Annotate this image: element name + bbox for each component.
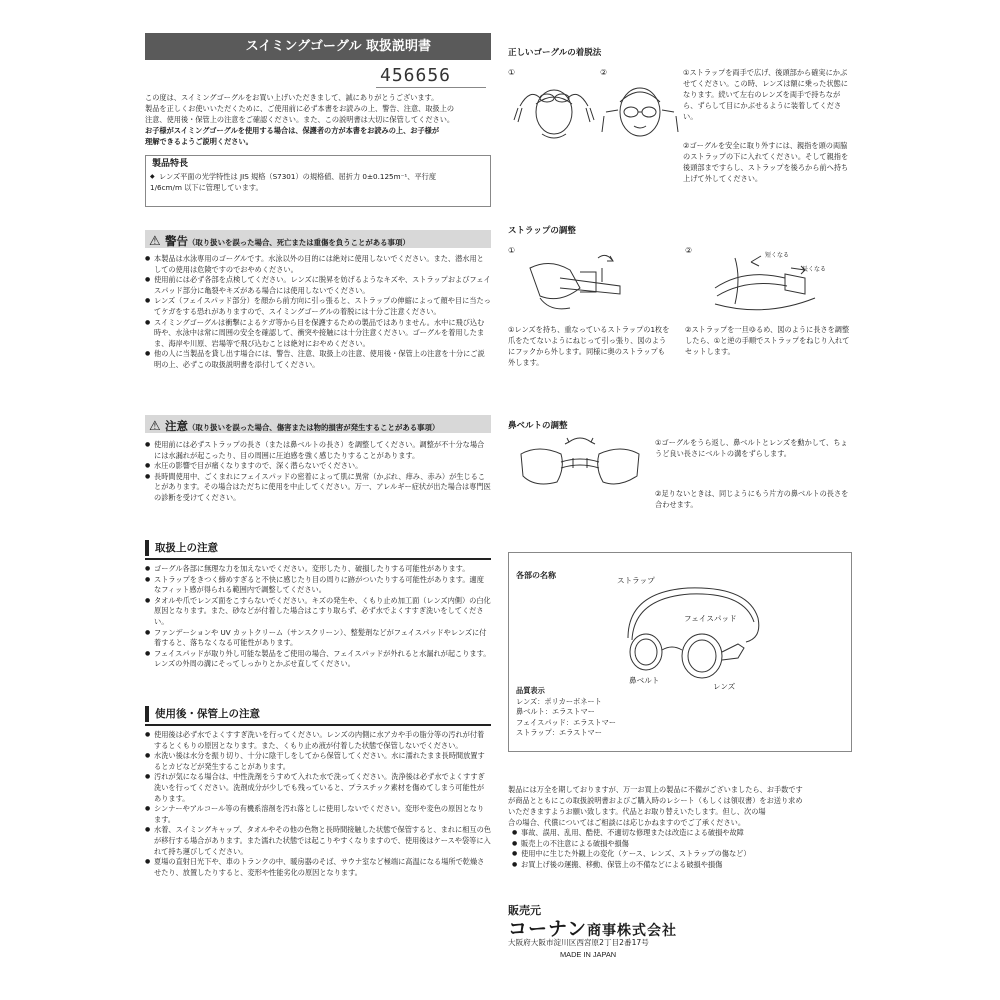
strap-label: ストラップ	[617, 576, 655, 585]
nose-step-1: ①ゴーグルをうら返し、鼻ベルトとレンズを動かして、ちょうど良い長さにベルトの溝をずらします。	[655, 438, 848, 458]
goggle-parts-illustration	[618, 578, 768, 690]
intro-text	[145, 92, 495, 147]
storage-list	[145, 730, 491, 878]
parts-heading: 各部の名称	[516, 571, 556, 580]
warranty-text	[508, 784, 858, 828]
warranty-line: 製品には万全を期しておりますが、万一お買上の製品に不備がございましたら、お手数です	[508, 785, 803, 794]
warning-item: ● スイミングゴーグルは衝撃によるケガ等から目を保護するための製品ではありません。水中に飛び込む時や、水泳中は常に周囲の安全を確認して、衝突や接触には十分注意ください。ゴーグルを着用したまま、海岸や川原、岩場等で飛び込むことは絶対におやめください。	[145, 318, 491, 350]
handling-item: ● タオルや爪でレンズ面をこすらないでください。キズの発生や、くもり止め加工面（レンズ内側）の白化原因となります。また、砂などが付着した場合はこすり取らず、必ず水でよくすすぎ洗いをしてください。	[145, 596, 491, 628]
warning-item: ● 他の人に当製品を貸し出す場合には、警告、注意、取扱上の注意、使用後・保管上の注意を十分にご説明の上、必ずこの取扱説明書を添付してください。	[145, 349, 491, 370]
strap-heading: ストラップの調整	[508, 226, 576, 236]
storage-item: ● 使用後は必ず水でよくすすぎ洗いを行ってください。レンズの内側に水アカや手の脂分等の汚れが付着するとくもりの原因となります。また、くもり止め液が付着した状態で保管しないでください。	[145, 730, 491, 751]
quality-item: ストラップ：エラストマー	[516, 728, 602, 737]
warranty-item: ● お買上げ後の運搬、移動、保管上の不備などによる破損や損傷	[512, 860, 852, 871]
warranty-line: が商品とともにこの取扱説明書およびご購入時のレシート（もしくは領収書）をお送り求め	[508, 796, 803, 805]
storage-item: ● 水着、スイミングキャップ、タオルやその他の色物と長時間接触した状態で保管すると、まれに相互の色が移行する場合があります。また濡れた状態では起こりやすくなりますので、使用後はケースや袋等に入れて持ち運びしてください。	[145, 825, 491, 857]
caution-item: ● 使用前には必ずストラップの長さ（または鼻ベルトの長さ）を調整してください。調整が不十分な場合には水漏れが起こったり、目の周囲に圧迫感を強く感じたりすることがあります。	[145, 440, 491, 461]
strap-mark-2: ②	[685, 246, 693, 255]
warning-item: ● レンズ（フェイスパッド部分）を顔から前方向に引っ張ると、ストラップの伸縮によって顔や目に当たってケガをする恐れがありますので、スイミングゴーグルの着脱には十分ご注意ください。	[145, 296, 491, 317]
strap-step-2: ②ストラップを一旦ゆるめ、図のように長さを調整したら、①と逆の手順でストラップをねじり入れてセットします。	[685, 325, 850, 356]
nose-step-2: ②足りないときは、同じようにもう片方の鼻ベルトの長さを合わせます。	[655, 489, 849, 509]
strap-step-1: ①レンズを持ち、重なっているストラップの1枚を爪をたてないようにねじって引っ張り、図のようにフックから外します。同様に奥のストラップも外します。	[508, 325, 670, 367]
intro-line: この度は、スイミングゴーグルをお買い上げいただきまして、誠にありがとうございます。	[145, 93, 439, 102]
intro-line: 製品を正しくお使いいただくために、ご使用前に必ず本書をお読みの上、警告、注意、取扱上の	[145, 104, 455, 113]
wearing-illustration-2	[600, 76, 680, 146]
storage-rule	[145, 724, 491, 726]
seller-address: 大阪府大阪市淀川区西宮原2丁目2番17号	[508, 938, 649, 947]
warranty-item: ● 使用中に生じた外観上の変化（ケース、レンズ、ストラップの傷など）	[512, 849, 852, 860]
wearing-mark-2: ②	[600, 68, 608, 77]
storage-item: ● 夏場の直射日光下や、車のトランクの中、暖房器のそば、サウナ室など極端に高温になる場所で乾燥させたり、放置したりすると、変形や性能劣化の原因となります。	[145, 857, 491, 878]
quality-item: 鼻ベルト：エラストマー	[516, 707, 595, 716]
storage-item: ● 水洗い後は水分を振り切り、十分に陰干しをしてから保管してください。水に濡れたまま長時間放置するとカビなどが発生することがあります。	[145, 751, 491, 772]
warning-heading	[145, 230, 491, 248]
warranty-line: いただきますようお願い致します。代品とお取り替えいたします。但し、次の場	[508, 807, 766, 816]
caution-item: ● 長時間使用中、ごくまれにフェイスパッドの密着によって肌に異常（かぶれ、痒み、赤み）が生じることがあります。その場合はただちに使用を中止してください。万一、アレルギー症状が出た場合は専門医の診断を受けてください。	[145, 472, 491, 504]
warning-title: 警告	[165, 234, 188, 248]
intro-line: 注意、使用後・保管上の注意をご確認ください。また、この説明書は大切に保管してください。	[145, 115, 455, 124]
feature-item: 1/6cm/m 以下に管理しています。	[150, 182, 263, 192]
quality-list	[516, 686, 616, 739]
seller-brand: コーナン	[508, 918, 588, 940]
quality-heading: 品質表示	[516, 686, 545, 695]
feature-item: ◆ レンズ平面の光学特性は JIS 規格（S7301）の規格値、屈折力 0±0.125m⁻¹、平行度	[150, 172, 486, 183]
handling-heading: 取扱上の注意	[145, 540, 485, 556]
warning-list	[145, 254, 491, 371]
warning-triangle-icon: ⚠	[149, 419, 161, 434]
caution-heading	[145, 415, 491, 433]
strap-illustration-1	[520, 248, 640, 318]
wearing-step-2: ②ゴーグルを安全に取り外すには、親指を頭の両脇のストラップの下に入れてください。そして親指を後頭部まですらし、ストラップを後ろから前へ持ち上げて外してください。	[683, 141, 849, 183]
features-heading: 製品特長	[152, 159, 189, 169]
quality-item: フェイスパッド：エラストマー	[516, 717, 616, 727]
handling-rule	[145, 558, 491, 560]
storage-heading: 使用後・保管上の注意	[145, 706, 485, 722]
warning-item: ● 使用前には必ず各部を点検してください。レンズに脱昇を妨げるようなキズや、ストラップおよびフェイスパッド部分に亀裂やキズがある場合には使用しないでください。	[145, 275, 491, 296]
nose-belt-illustration	[515, 428, 645, 498]
nose-heading: 鼻ベルトの調整	[508, 421, 568, 431]
storage-item: ● シンナーやアルコール等の有機系溶剤を汚れ落としに使用しないでください。変形や変色の原因となります。	[145, 804, 491, 825]
wearing-step-1: ①ストラップを両手で広げ、後頭部から確実にかぶせてください。この時、レンズは額に乗った状態になります。続いて左右のレンズを両手で持ちながら、ずらして目にかぶせるように装着してください。	[683, 68, 848, 121]
caution-list	[145, 440, 491, 504]
warranty-list	[512, 828, 852, 870]
handling-item: ● ストラップをきつく締めすぎると不快に感じたり目の周りに跡がついたりする可能性があります。適度なフィット感が得られる範囲内で調整してください。	[145, 575, 491, 596]
storage-item: ● 汚れが気になる場合は、中性洗剤をうすめて入れた水で洗ってください。洗浄後は必ず水でよくすすぎ洗いを行ってください。洗剤成分が少しでも残っていると、プラスチック素材を傷めてしまう可能性があります。	[145, 772, 491, 804]
wearing-illustration-1	[512, 76, 597, 146]
caution-item: ● 水圧の影響で目が痛くなりますので、深く潜らないでください。	[145, 461, 491, 472]
wearing-heading: 正しいゴーグルの着脱法	[508, 48, 602, 58]
doc-number-underline	[376, 87, 486, 88]
warning-subtitle: （取り扱いを誤った場合、死亡または重傷を負うことがある事項）	[188, 238, 410, 247]
wearing-mark-1: ①	[508, 68, 516, 77]
warranty-item: ● 販売上の不注意による破損や損傷	[512, 839, 852, 850]
handling-item: ● フェイスパッドが取り外し可能な製品をご使用の場合、フェイスパッドが外れると水漏れが起こります。レンズの外周の溝にそってしっかりとかぶせ直してください。	[145, 649, 491, 670]
lens-label: レンズ	[713, 682, 736, 691]
document-number: 456656	[380, 65, 452, 86]
quality-item: レンズ：ポリカーボネート	[516, 696, 602, 706]
strap-mark-1: ①	[508, 246, 516, 255]
warning-triangle-icon: ⚠	[149, 234, 161, 249]
seller-label: 販売元	[508, 904, 541, 917]
document-title: スイミングゴーグル 取扱説明書	[145, 33, 491, 60]
intro-bold-line: 理解できるようご説明ください。	[145, 137, 253, 146]
caution-title: 注意	[165, 419, 188, 433]
made-in-label: MADE IN JAPAN	[560, 950, 617, 959]
seller-company: 商事株式会社	[587, 923, 678, 939]
warning-item: ● 本製品は水泳専用のゴーグルです。水泳以外の目的には絶対に使用しないでください。また、潜水用としての使用は危険ですのでおやめください。	[145, 254, 491, 275]
handling-item: ● ファンデーションや UV カットクリーム（サンスクリーン）、整髪剤などがフェイスパッドやレンズに付着すると、落ちなくなる可能性があります。	[145, 628, 491, 649]
handling-list	[145, 564, 491, 670]
caution-subtitle: （取り扱いを誤った場合、傷害または物的損害が発生することがある事項）	[188, 423, 440, 432]
face-pad-label: フェイスパッド	[684, 614, 737, 623]
features-text	[150, 172, 486, 193]
shorter-label: 短くなる	[765, 252, 790, 259]
warranty-line: 合の場合、代償についてはご相談には応じかねますのでご了承ください。	[508, 818, 746, 827]
intro-bold-line: お子様がスイミングゴーグルを使用する場合は、保護者の方が本書をお読みの上、お子様が	[145, 126, 440, 135]
warranty-item: ● 事故、誤用、乱用、酷使、不適切な修理または改造による破損や故障	[512, 828, 852, 839]
longer-label: 長くなる	[802, 266, 827, 273]
nose-belt-label: 鼻ベルト	[629, 676, 660, 685]
handling-item: ● ゴーグル各部に無理な力を加えないでください。変形したり、破損したりする可能性があります。	[145, 564, 491, 575]
